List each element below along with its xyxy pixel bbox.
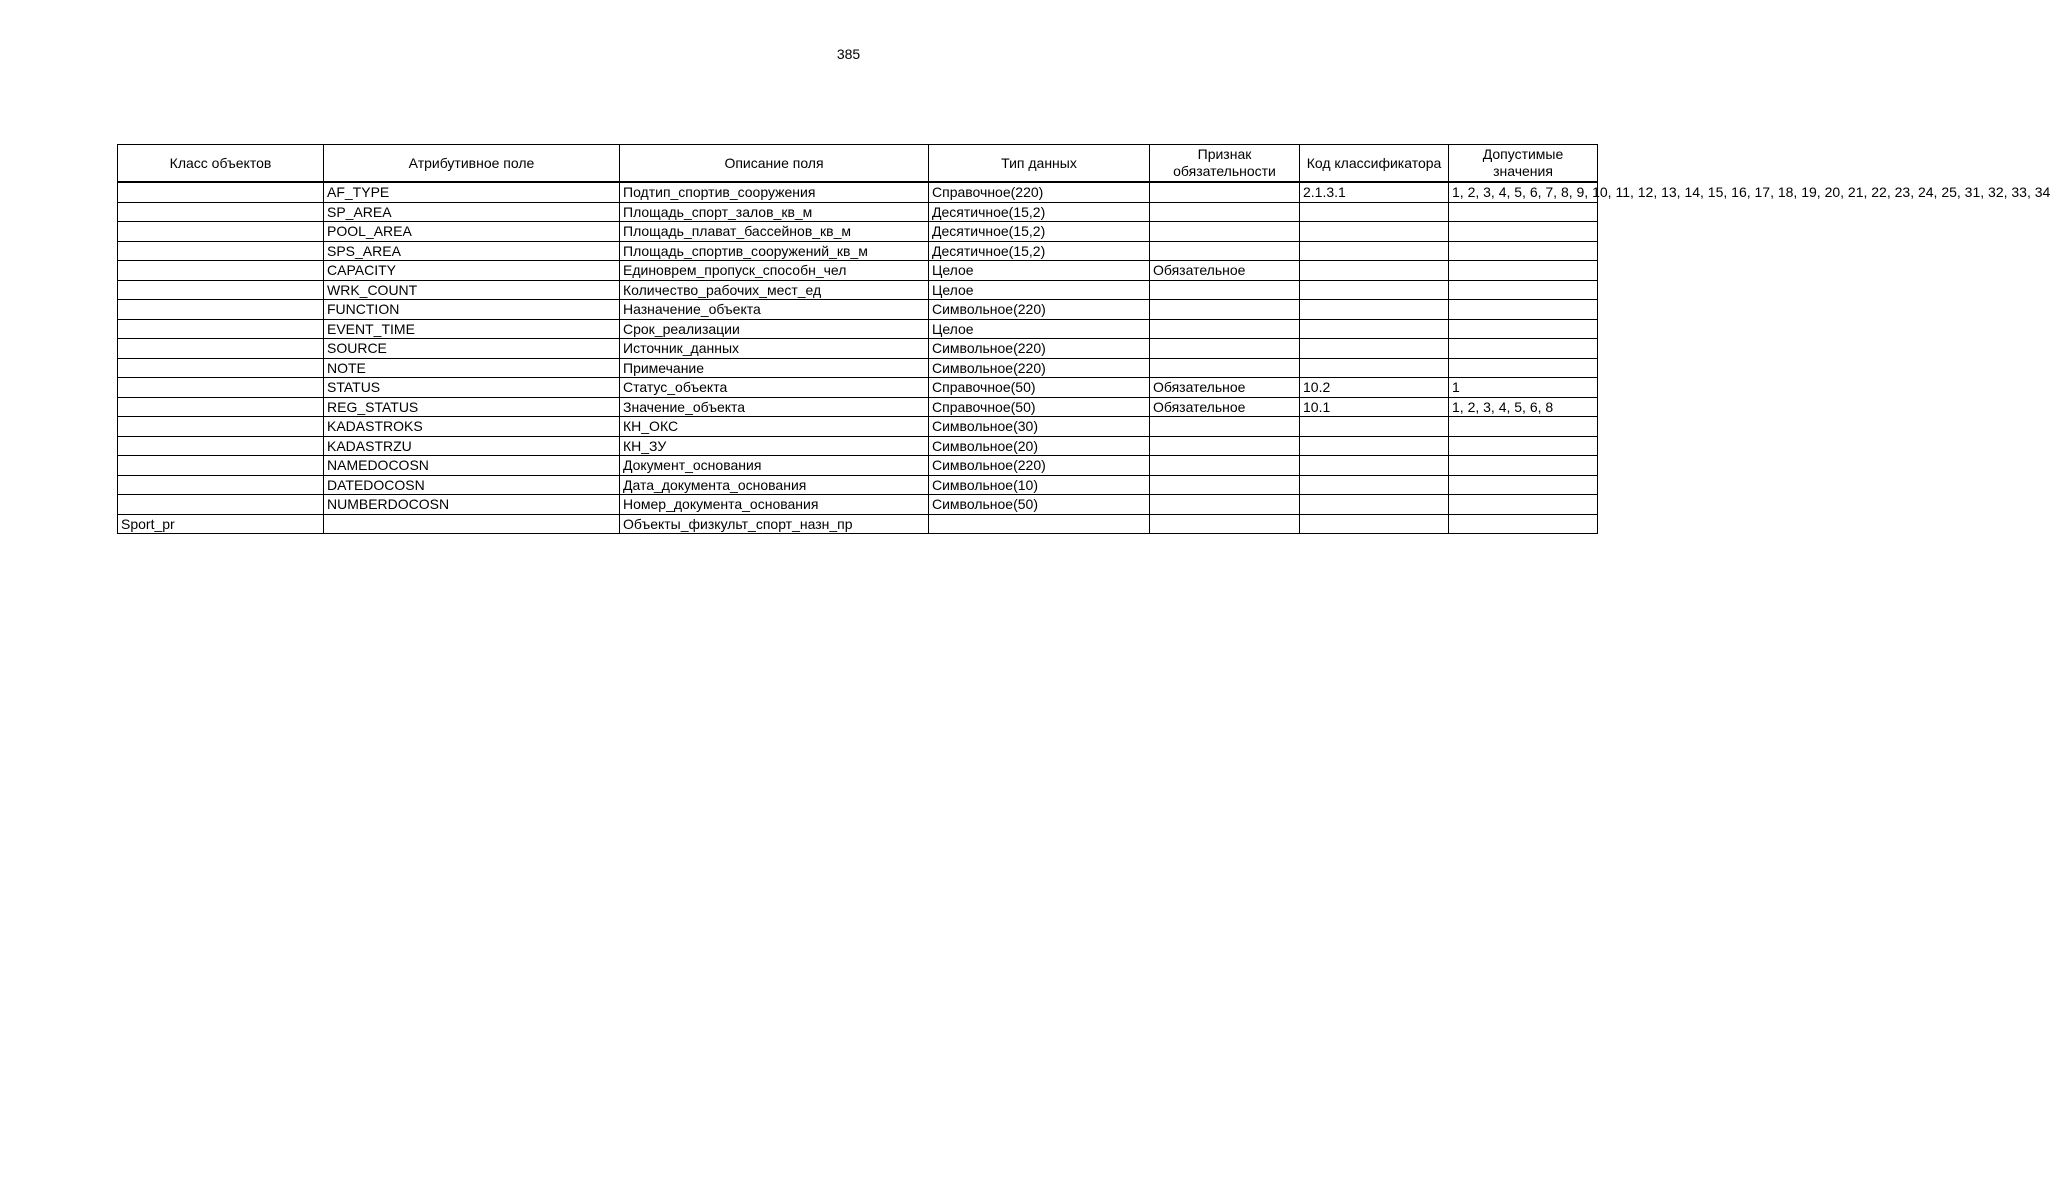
allowed-values-cell [1449, 241, 1598, 261]
attribute-field-cell: FUNCTION [324, 300, 620, 320]
table-row [118, 436, 1598, 456]
data-type-cell [929, 514, 1150, 534]
field-description-cell: Источник_данных [620, 339, 929, 359]
allowed-values-cell: 1, 2, 3, 4, 5, 6, 8 [1449, 397, 1598, 417]
header-data-type: Тип данных [929, 145, 1150, 183]
table-row [118, 475, 1598, 495]
required-flag-cell [1150, 222, 1300, 242]
allowed-values-cell [1449, 358, 1598, 378]
allowed-values-cell [1449, 319, 1598, 339]
table-row [118, 319, 1598, 339]
data-type-cell: Десятичное(15,2) [929, 202, 1150, 222]
attribute-field-cell [324, 514, 620, 534]
attribute-field-cell: NAMEDOCOSN [324, 456, 620, 476]
classifier-code-cell [1300, 495, 1449, 515]
table-row [118, 358, 1598, 378]
attribute-field-cell: NOTE [324, 358, 620, 378]
classifier-code-cell [1300, 261, 1449, 281]
allowed-values-cell [1449, 339, 1598, 359]
attribute-field-cell: NUMBERDOCOSN [324, 495, 620, 515]
classifier-code-cell [1300, 241, 1449, 261]
required-flag-cell [1150, 475, 1300, 495]
data-type-cell: Символьное(220) [929, 339, 1150, 359]
required-flag-cell [1150, 202, 1300, 222]
header-object-class: Класс объектов [118, 145, 324, 183]
object-class-cell [118, 319, 324, 339]
allowed-values-cell [1449, 475, 1598, 495]
data-type-cell: Справочное(50) [929, 378, 1150, 398]
data-type-cell: Символьное(20) [929, 436, 1150, 456]
allowed-values-cell [1449, 280, 1598, 300]
header-required-flag: Признак обязательности [1150, 145, 1300, 183]
required-flag-cell [1150, 358, 1300, 378]
classifier-code-cell [1300, 456, 1449, 476]
object-class-cell [118, 397, 324, 417]
classifier-code-cell [1300, 202, 1449, 222]
object-class-cell [118, 241, 324, 261]
classifier-code-cell [1300, 319, 1449, 339]
attribute-field-cell: DATEDOCOSN [324, 475, 620, 495]
classifier-code-cell: 2.1.3.1 [1300, 182, 1449, 202]
table-row [118, 241, 1598, 261]
required-flag-cell [1150, 456, 1300, 476]
field-description-cell: Подтип_спортив_сооружения [620, 182, 929, 202]
required-flag-cell: Обязательное [1150, 397, 1300, 417]
attribute-field-cell: AF_TYPE [324, 182, 620, 202]
table-row [118, 397, 1598, 417]
page-number: 385 [836, 46, 861, 62]
allowed-values-cell [1449, 417, 1598, 437]
classifier-code-cell: 10.1 [1300, 397, 1449, 417]
table-row [118, 261, 1598, 281]
allowed-values-cell [1449, 495, 1598, 515]
required-flag-cell [1150, 436, 1300, 456]
object-class-cell [118, 202, 324, 222]
object-class-cell [118, 475, 324, 495]
header-classifier-code: Код классификатора [1300, 145, 1449, 183]
allowed-values-cell [1449, 202, 1598, 222]
attribute-field-cell: KADASTRZU [324, 436, 620, 456]
allowed-values-cell [1449, 514, 1598, 534]
attribute-field-cell: SP_AREA [324, 202, 620, 222]
field-description-cell: Количество_рабочих_мест_ед [620, 280, 929, 300]
data-type-cell: Символьное(50) [929, 495, 1150, 515]
object-class-cell [118, 280, 324, 300]
attribute-field-cell: EVENT_TIME [324, 319, 620, 339]
table-row [118, 378, 1598, 398]
classifier-code-cell: 10.2 [1300, 378, 1449, 398]
data-type-cell: Символьное(220) [929, 456, 1150, 476]
table-row [118, 202, 1598, 222]
object-class-cell [118, 222, 324, 242]
object-class-cell [118, 339, 324, 359]
data-type-cell: Целое [929, 319, 1150, 339]
header-attribute-field: Атрибутивное поле [324, 145, 620, 183]
allowed-values-cell [1449, 300, 1598, 320]
object-class-cell [118, 300, 324, 320]
object-class-cell [118, 456, 324, 476]
classifier-code-cell [1300, 280, 1449, 300]
table-row [118, 182, 1598, 202]
attribute-field-cell: CAPACITY [324, 261, 620, 281]
object-class-cell [118, 182, 324, 202]
classifier-code-cell [1300, 222, 1449, 242]
data-type-cell: Целое [929, 280, 1150, 300]
data-type-cell: Справочное(50) [929, 397, 1150, 417]
attribute-table [117, 144, 2050, 534]
object-class-cell [118, 358, 324, 378]
data-type-cell: Символьное(10) [929, 475, 1150, 495]
required-flag-cell: Обязательное [1150, 261, 1300, 281]
field-description-cell: КН_ЗУ [620, 436, 929, 456]
field-description-cell: Единоврем_пропуск_способн_чел [620, 261, 929, 281]
field-description-cell: КН_ОКС [620, 417, 929, 437]
data-type-cell: Десятичное(15,2) [929, 222, 1150, 242]
attribute-field-cell: REG_STATUS [324, 397, 620, 417]
required-flag-cell [1150, 300, 1300, 320]
field-description-cell: Статус_объекта [620, 378, 929, 398]
table-row [118, 417, 1598, 437]
required-flag-cell [1150, 514, 1300, 534]
allowed-values-cell [1449, 436, 1598, 456]
field-description-cell: Площадь_плават_бассейнов_кв_м [620, 222, 929, 242]
object-class-cell [118, 378, 324, 398]
required-flag-cell [1150, 417, 1300, 437]
classifier-code-cell [1300, 417, 1449, 437]
header-field-description: Описание поля [620, 145, 929, 183]
required-flag-cell: Обязательное [1150, 378, 1300, 398]
data-type-cell: Символьное(30) [929, 417, 1150, 437]
object-class-cell [118, 417, 324, 437]
data-type-cell: Символьное(220) [929, 358, 1150, 378]
field-description-cell: Номер_документа_основания [620, 495, 929, 515]
allowed-values-cell [1449, 261, 1598, 281]
object-class-cell: Sport_pr [118, 514, 324, 534]
data-type-cell: Целое [929, 261, 1150, 281]
data-type-cell: Символьное(220) [929, 300, 1150, 320]
required-flag-cell [1150, 182, 1300, 202]
table-row [118, 300, 1598, 320]
classifier-code-cell [1300, 358, 1449, 378]
data-type-cell: Справочное(220) [929, 182, 1150, 202]
required-flag-cell [1150, 495, 1300, 515]
field-description-cell: Площадь_спортив_сооружений_кв_м [620, 241, 929, 261]
attribute-field-cell: SPS_AREA [324, 241, 620, 261]
table-row [118, 495, 1598, 515]
allowed-values-cell: 1 [1449, 378, 1598, 398]
classifier-code-cell [1300, 475, 1449, 495]
table-row [118, 514, 1598, 534]
attribute-field-cell: KADASTROKS [324, 417, 620, 437]
attribute-field-cell: SOURCE [324, 339, 620, 359]
classifier-code-cell [1300, 300, 1449, 320]
attribute-field-cell: STATUS [324, 378, 620, 398]
allowed-values-cell: 1, 2, 3, 4, 5, 6, 7, 8, 9, 10, 11, 12, 13, 14, 15, 16, 17, 18, 19, 20, 21, 22, 23, 24, 25, 31, 32, 33, 34 [1449, 182, 1598, 202]
classifier-code-cell [1300, 436, 1449, 456]
table-row [118, 222, 1598, 242]
classifier-code-cell [1300, 339, 1449, 359]
required-flag-cell [1150, 280, 1300, 300]
field-description-cell: Срок_реализации [620, 319, 929, 339]
allowed-values-cell [1449, 222, 1598, 242]
table-row [118, 456, 1598, 476]
required-flag-cell [1150, 319, 1300, 339]
field-description-cell: Примечание [620, 358, 929, 378]
table-header-row [118, 145, 1598, 183]
object-class-cell [118, 261, 324, 281]
attribute-field-cell: WRK_COUNT [324, 280, 620, 300]
required-flag-cell [1150, 241, 1300, 261]
classifier-code-cell [1300, 514, 1449, 534]
field-description-cell: Значение_объекта [620, 397, 929, 417]
object-class-cell [118, 436, 324, 456]
table-row [118, 339, 1598, 359]
field-description-cell: Объекты_физкульт_спорт_назн_пр [620, 514, 929, 534]
object-class-cell [118, 495, 324, 515]
field-description-cell: Документ_основания [620, 456, 929, 476]
attribute-field-cell: POOL_AREA [324, 222, 620, 242]
field-description-cell: Дата_документа_основания [620, 475, 929, 495]
table-row [118, 280, 1598, 300]
header-allowed-values: Допустимые значения [1449, 145, 1598, 183]
field-description-cell: Площадь_спорт_залов_кв_м [620, 202, 929, 222]
required-flag-cell [1150, 339, 1300, 359]
data-type-cell: Десятичное(15,2) [929, 241, 1150, 261]
allowed-values-cell [1449, 456, 1598, 476]
field-description-cell: Назначение_объекта [620, 300, 929, 320]
